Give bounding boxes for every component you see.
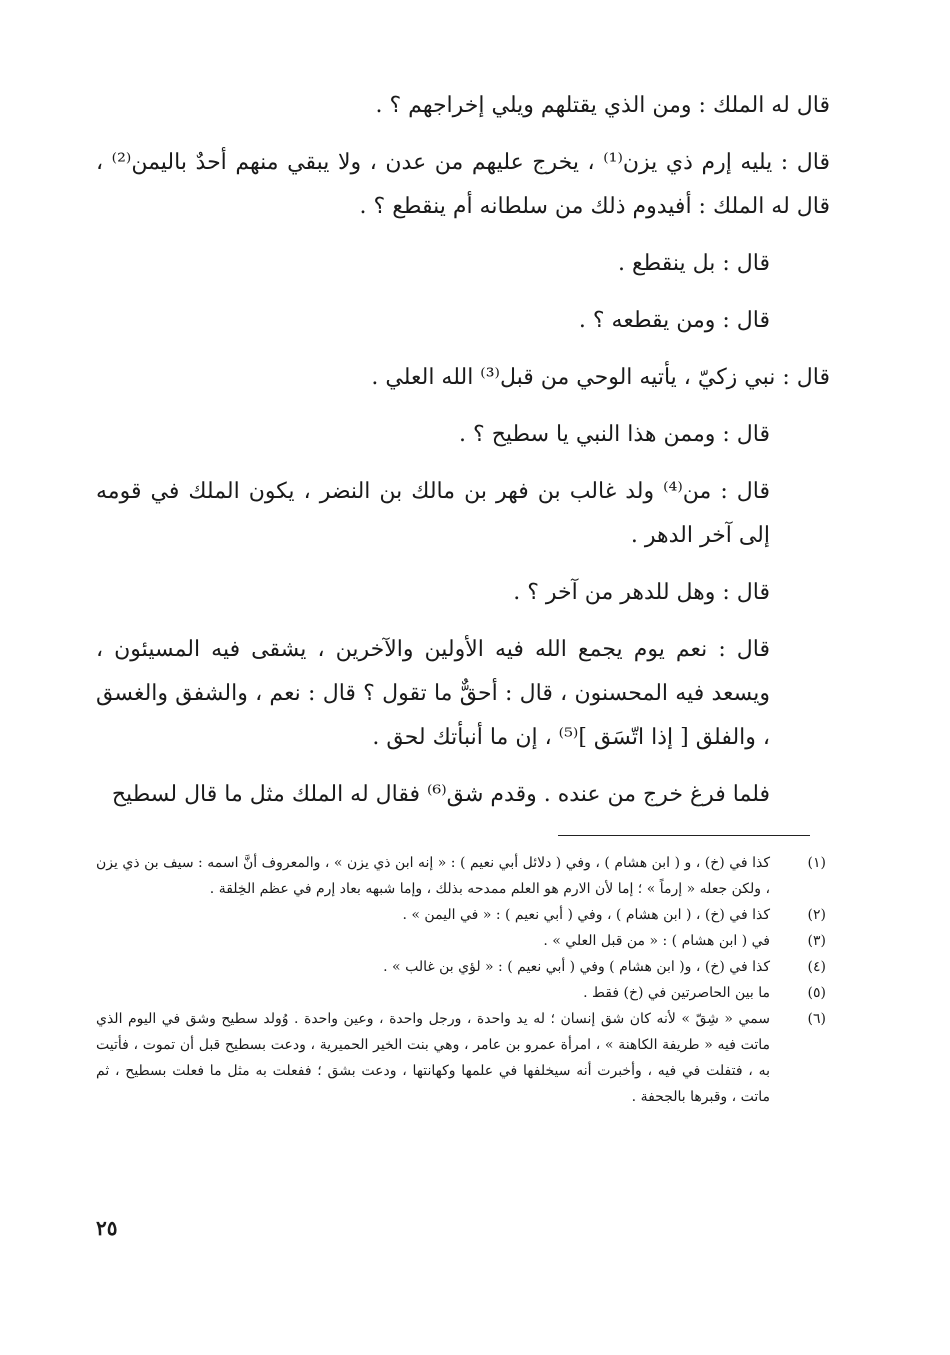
footnote-text: ما بين الحاصرتين في (خ) فقط . xyxy=(583,985,770,1001)
footnote xyxy=(96,980,826,1006)
footnote xyxy=(96,1006,826,1110)
footnote-text: كذا في (خ) ، ( ابن هشام ) ، وفي ( أبي نعيم ) : « في اليمن » . xyxy=(402,907,770,923)
footnotes xyxy=(96,850,826,1110)
footnote xyxy=(96,902,826,928)
page-number: ٢٥ xyxy=(96,1216,118,1240)
footnote-text: سمي « شِقّ » لأنه كان شق إنسان ؛ له يد واحدة ، ورجل واحدة ، وعين واحدة . وُولد سطيح وشق في اليوم الذي ماتت فيه « طريفة الكاهنة » ، امرأة عمرو بن عامر ، وهي بنت الخير الحميرية ، ودعت بسطيح قبل أن تموت ، فأتيت به ، فتفلت في فيه ، وأخبرت أنه سيخلفها في علمها وكهانتها ، ودعت بشق ؛ ففعلت به مثل ما فعلت بسطيح ، ثم ماتت ، وقبرها بالجحفة . xyxy=(96,1011,770,1105)
paragraph: قال : يليه إرم ذي يزن⁽¹⁾ ، يخرج عليهم من عدن ، ولا يبقي منهم أحدٌ باليمن⁽²⁾ ، قال له الملك : أفيدوم ذلك من سلطانه أم ينقطع ؟ . xyxy=(96,150,831,219)
footnote-number: (١) xyxy=(807,855,826,871)
footnote-number: (٢) xyxy=(807,907,826,923)
footnote-separator xyxy=(558,835,810,836)
footnote-number: (٥) xyxy=(807,985,826,1001)
paragraph: قال : بل ينقطع . xyxy=(617,251,770,276)
footnote-text: كذا في (خ) ، و( ابن هشام ) وفي ( أبي نعيم ) : « لؤي بن غالب » . xyxy=(383,959,770,975)
footnote-number: (٣) xyxy=(807,933,826,949)
footnote-number: (٦) xyxy=(807,1011,826,1027)
footnote xyxy=(96,954,826,980)
paragraph: قال له الملك : ومن الذي يقتلهم ويلي إخراجهم ؟ . xyxy=(375,93,830,118)
paragraph: قال : من⁽⁴⁾ ولد غالب بن فهر بن مالك بن النضر ، يكون الملك في قومه إلى آخر الدهر . xyxy=(96,479,770,548)
paragraph: قال : ومن يقطعه ؟ . xyxy=(578,308,770,333)
paragraph: قال : وممن هذا النبي يا سطيح ؟ . xyxy=(459,422,770,447)
footnote-text: كذا في (خ) ، و ( ابن هشام ) ، وفي ( دلائل أبي نعيم ) : « إنه ابن ذي يزن » ، والمعروف أنَّ اسمه : سيف بن ذي يزن ، ولكن جعله « إرماً » ؛ إما لأن الارم هو العلم ممدحه بذلك ، وإما شبهه بعاد إرم في عظم الخِلقة . xyxy=(96,855,770,897)
paragraph: قال : نعم يوم يجمع الله فيه الأولين والآخرين ، يشقى فيه المسيئون ، ويسعد فيه المحسنون ، قال : أحقٌّ ما تقول ؟ قال : نعم ، والشفق والغسق ، والفلق [ إذا اتّسَق ]⁽⁵⁾ ، إن ما أنبأتك لحق . xyxy=(96,637,770,750)
footnote-number: (٤) xyxy=(807,959,826,975)
paragraph: قال : نبي زكيّ ، يأتيه الوحي من قبل⁽³⁾ الله العلي . xyxy=(371,365,830,390)
footnote-text: في ( ابن هشام ) : « من قبل العلي » . xyxy=(543,933,770,949)
main-text xyxy=(96,84,830,817)
paragraph: فلما فرغ خرج من عنده . وقدم شق⁽⁶⁾ فقال له الملك مثل ما قال لسطيح xyxy=(111,782,770,807)
paragraph: قال : وهل للدهر من آخر ؟ . xyxy=(513,580,770,605)
footnote xyxy=(96,928,826,954)
footnote xyxy=(96,850,826,902)
